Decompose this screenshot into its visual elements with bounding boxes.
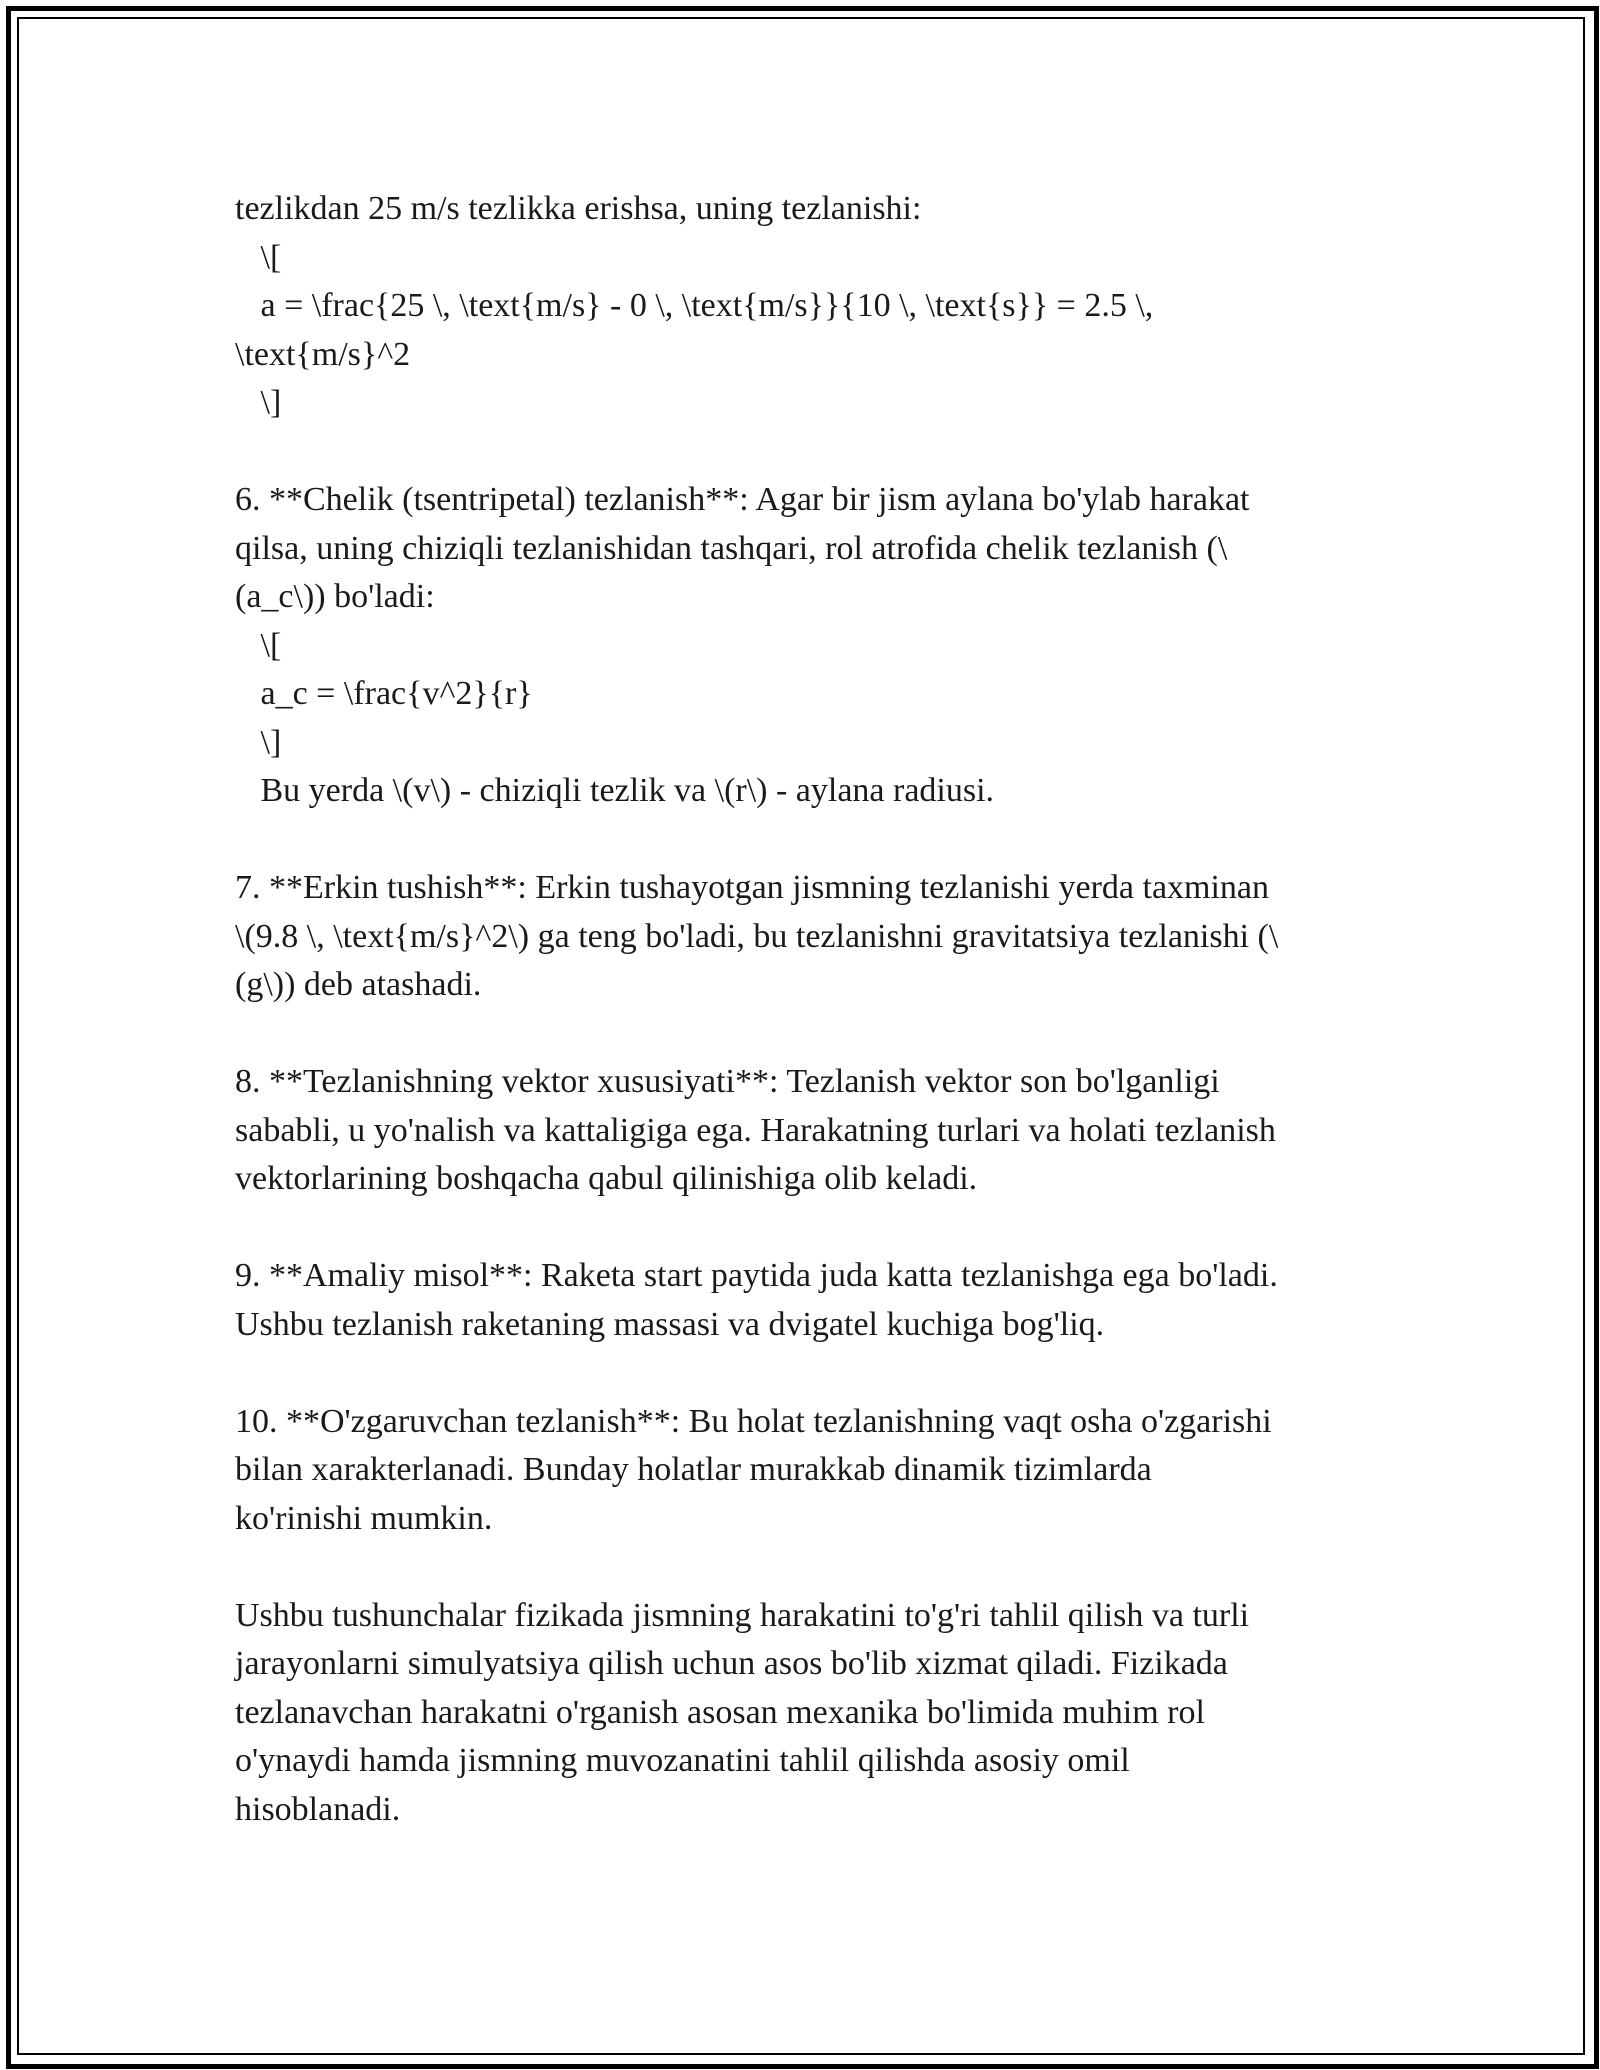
text-line: ko'rinishi mumkin. [235,1499,493,1537]
paragraph-gap [235,1349,1370,1398]
text-line: Bu yerda \(v\) - chiziqli tezlik va \(r\) - aylana radiusi. [235,772,995,809]
text-line: tezlikdan 25 m/s tezlikka erishsa, uning tezlanishi: [235,190,922,227]
paragraph-gap [235,1543,1370,1592]
text-line: sababli, u yo'nalish va kattaligiga ega. Harakatning turlari va holati tezlanish [235,1111,1276,1149]
paragraph-gap [235,428,1370,477]
paragraph-item-7 [235,864,1370,1010]
text-line: a = \frac{25 \, \text{m/s} - 0 \, \text{m/s}}{10 \, \text{s}} = 2.5 \, [235,287,1154,324]
text-line: hisoblanadi. [235,1790,401,1828]
text-line: \[ [235,238,282,276]
text-line: \text{m/s}^2 [235,335,411,373]
paragraph-item-10 [235,1398,1370,1544]
text-line: 6. **Chelik (tsentripetal) tezlanish**: Agar bir jism aylana bo'ylab harakat [235,481,1250,518]
text-line: jarayonlarni simulyatsiya qilish uchun asos bo'lib xizmat qiladi. Fizikada [235,1645,1228,1682]
paragraph-acceleration-example [235,185,1370,428]
text-line: \[ [235,626,282,664]
paragraph-conclusion [235,1592,1370,1835]
text-line: a_c = \frac{v^2}{r} [235,675,533,712]
text-line: (a_c\)) bo'ladi: [235,578,435,615]
text-line: 7. **Erkin tushish**: Erkin tushayotgan jismning tezlanishi yerda taxminan [235,869,1270,906]
text-line: Ushbu tushunchalar fizikada jismning harakatini to'g'ri tahlil qilish va turli [235,1596,1250,1634]
text-line: \] [235,723,282,761]
text-line: (g\)) deb atashadi. [235,966,482,1003]
text-line: \(9.8 \, \text{m/s}^2\) ga teng bo'ladi, bu tezlanishni gravitatsiya tezlanishi (\ [235,917,1279,955]
text-line: Ushbu tezlanish raketaning massasi va dvigatel kuchiga bog'liq. [235,1305,1105,1343]
text-line: o'ynaydi hamda jismning muvozanatini tahlil qilishda asosiy omil [235,1742,1130,1779]
paragraph-item-9 [235,1252,1370,1349]
text-line: 9. **Amaliy misol**: Raketa start paytida juda katta tezlanishga ega bo'ladi. [235,1257,1278,1294]
text-line: 8. **Tezlanishning vektor xususiyati**: Tezlanish vektor son bo'lganligi [235,1063,1220,1100]
text-line: 10. **O'zgaruvchan tezlanish**: Bu holat tezlanishning vaqt osha o'zgarishi [235,1402,1272,1440]
text-line: \] [235,384,282,421]
text-line: bilan xarakterlanadi. Bunday holatlar murakkab dinamik tizimlarda [235,1451,1152,1488]
paragraph-gap [235,1204,1370,1253]
paragraph-item-8 [235,1058,1370,1204]
paragraph-item-6 [235,476,1370,816]
text-line: qilsa, uning chiziqli tezlanishidan tashqari, rol atrofida chelik tezlanish (\ [235,529,1228,567]
paragraph-gap [235,816,1370,865]
text-line: vektorlarining boshqacha qabul qilinishiga olib keladi. [235,1160,978,1197]
paragraph-gap [235,1010,1370,1059]
text-line: tezlanavchan harakatni o'rganish asosan mexanika bo'limida muhim rol [235,1693,1205,1731]
document-body [235,185,1370,1834]
